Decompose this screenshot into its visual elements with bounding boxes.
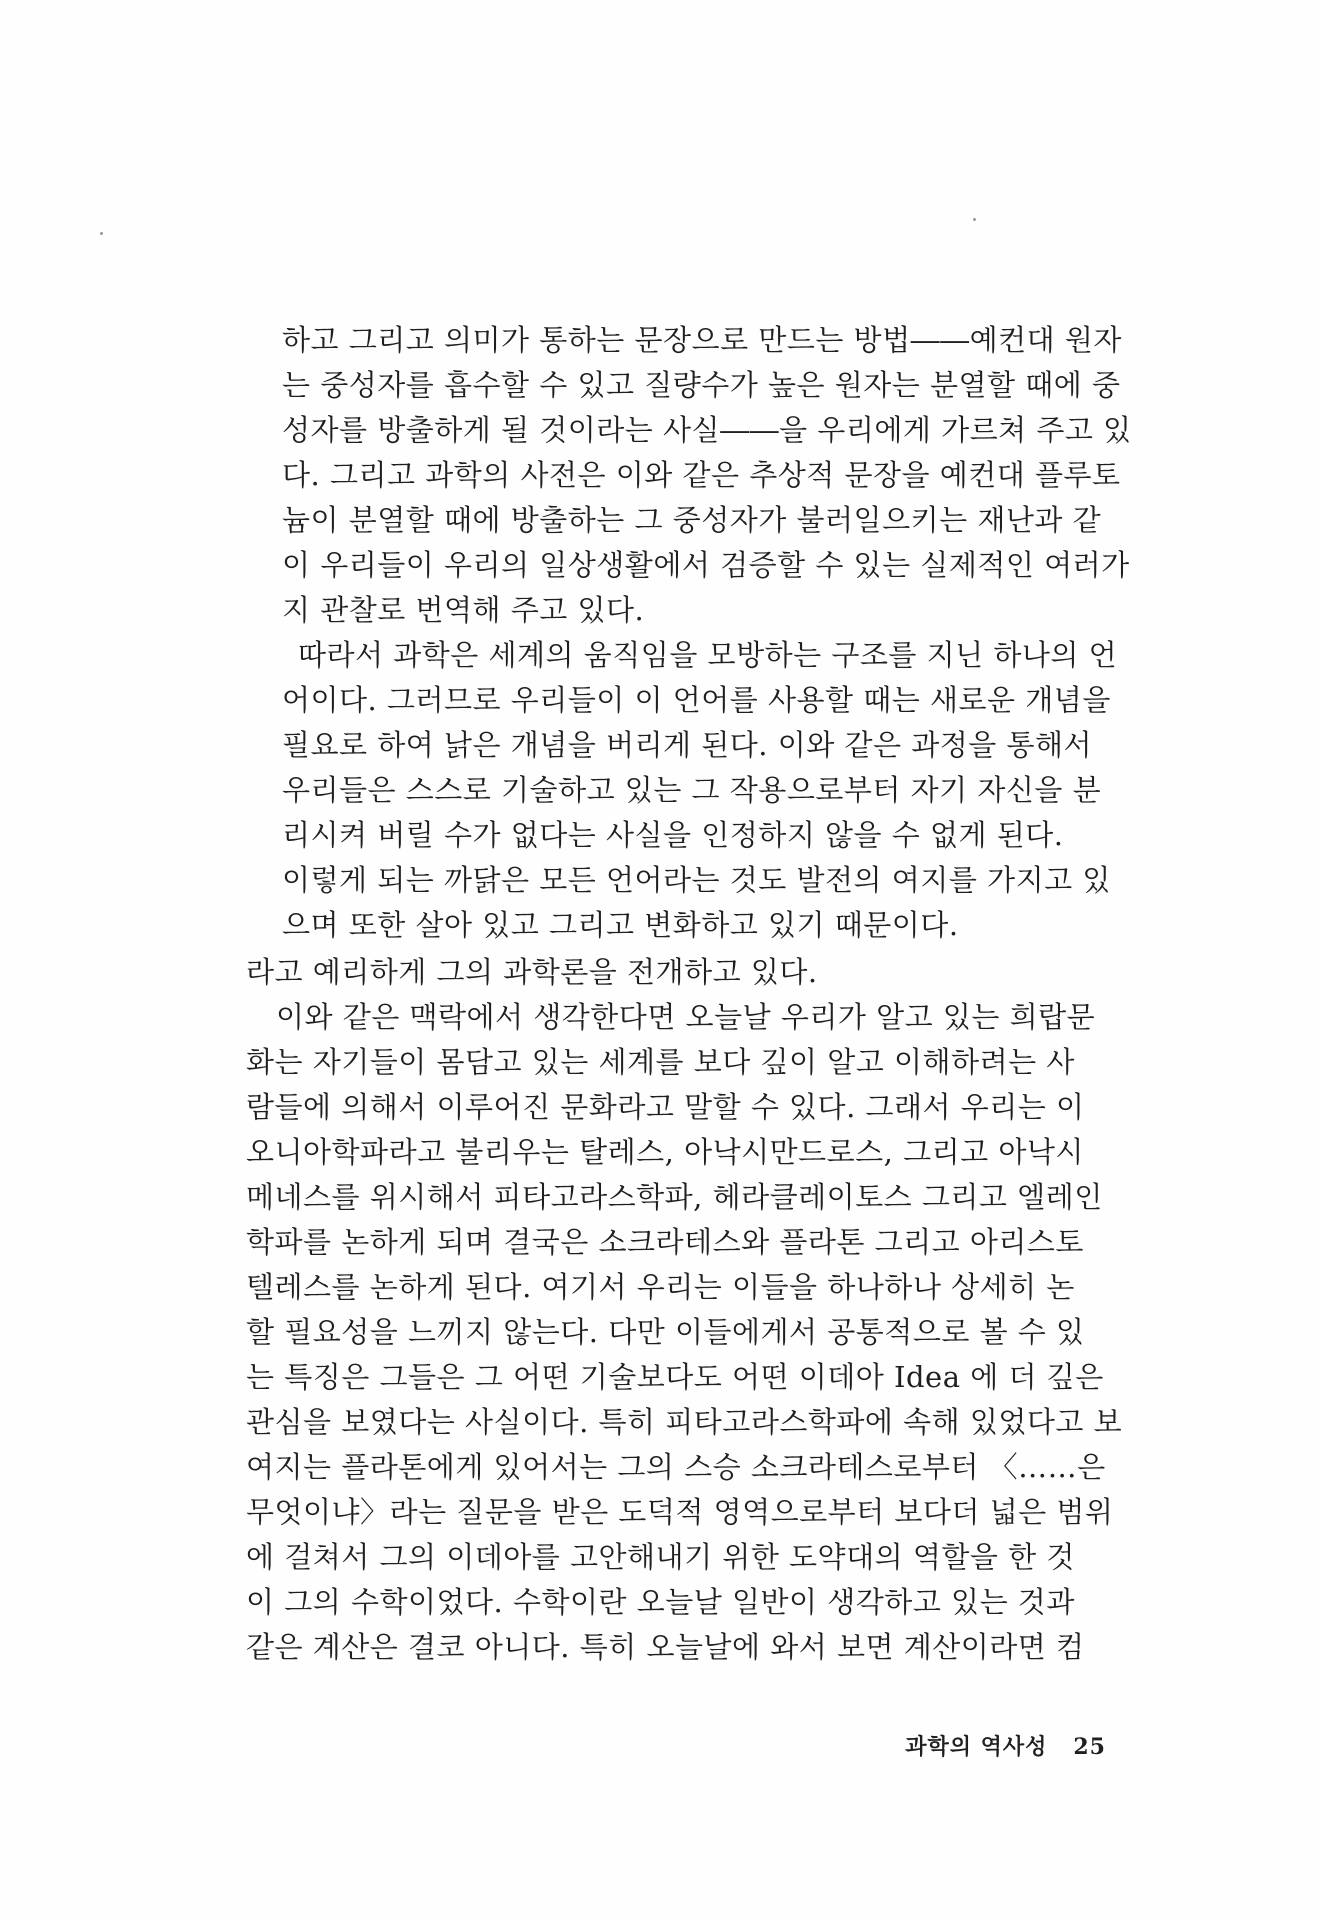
quote-line: 어이다. 그러므로 우리들이 이 언어를 사용할 때는 새로운 개념을 — [282, 683, 1111, 717]
block-quote — [282, 318, 1142, 948]
body-line: 람들에 의해서 이루어진 문화라고 말할 수 있다. 그래서 우리는 이 — [246, 1090, 1085, 1124]
quote-line: 따라서 과학은 세계의 움직임을 모방하는 구조를 지닌 하나의 언 — [298, 638, 1118, 672]
quote-line: 는 중성자를 흡수할 수 있고 질량수가 높은 원자는 분열할 때에 중 — [282, 368, 1121, 402]
body-line: 라고 예리하게 그의 과학론을 전개하고 있다. — [246, 955, 818, 989]
body-line: 이 그의 수학이었다. 수학이란 오늘날 일반이 생각하고 있는 것과 — [246, 1585, 1075, 1619]
body-line: 무엇이냐〉라는 질문을 받은 도덕적 영역으로부터 보다더 넓은 범위 — [246, 1495, 1114, 1529]
page-footer — [905, 1730, 1106, 1761]
quote-line: 다. 그리고 과학의 사전은 이와 같은 추상적 문장을 예컨대 플루토 — [282, 458, 1121, 492]
quote-line: 성자를 방출하게 될 것이라는 사실――을 우리에게 가르쳐 주고 있 — [282, 413, 1132, 447]
body-line: 관심을 보였다는 사실이다. 특히 피타고라스학파에 속해 있었다고 보 — [246, 1405, 1123, 1439]
body-line: 이와 같은 맥락에서 생각한다면 오늘날 우리가 알고 있는 희랍문 — [276, 1000, 1096, 1034]
page-number: 25 — [1073, 1734, 1106, 1760]
page-speck — [100, 232, 103, 235]
quote-line: 하고 그리고 의미가 통하는 문장으로 만드는 방법――예컨대 원자 — [282, 323, 1122, 357]
body-line: 텔레스를 논하게 된다. 여기서 우리는 이들을 하나하나 상세히 논 — [246, 1270, 1075, 1304]
quote-line: 우리들은 스스로 기술하고 있는 그 작용으로부터 자기 자신을 분 — [282, 773, 1102, 807]
body-line: 오니아학파라고 불리우는 탈레스, 아낙시만드로스, 그리고 아낙시 — [246, 1135, 1084, 1169]
body-paragraphs — [246, 950, 1146, 1670]
body-line: 에 걸쳐서 그의 이데아를 고안해내기 위한 도약대의 역할을 한 것 — [246, 1540, 1075, 1574]
page-speck — [973, 218, 976, 221]
body-line: 는 특징은 그들은 그 어떤 기술보다도 어떤 이데아 Idea 에 더 깊은 — [246, 1360, 1104, 1394]
body-line: 같은 계산은 결코 아니다. 특히 오늘날에 와서 보면 계산이라면 컴 — [246, 1630, 1085, 1664]
running-title: 과학의 역사성 — [905, 1734, 1048, 1760]
body-line: 할 필요성을 느끼지 않는다. 다만 이들에게서 공통적으로 볼 수 있 — [246, 1315, 1085, 1349]
quote-line: 지 관찰로 번역해 주고 있다. — [282, 593, 645, 627]
body-line: 여지는 플라톤에게 있어서는 그의 스승 소크라테스로부터 〈……은 — [246, 1450, 1106, 1484]
quote-line: 필요로 하여 낡은 개념을 버리게 된다. 이와 같은 과정을 통해서 — [282, 728, 1093, 762]
quote-line: 늄이 분열할 때에 방출하는 그 중성자가 불러일으키는 재난과 같 — [282, 503, 1102, 537]
quote-line: 이렇게 되는 까닭은 모든 언어라는 것도 발전의 여지를 가지고 있 — [282, 863, 1111, 897]
quote-line: 으며 또한 살아 있고 그리고 변화하고 있기 때문이다. — [282, 908, 959, 942]
body-line: 메네스를 위시해서 피타고라스학파, 헤라클레이토스 그리고 엘레인 — [246, 1180, 1103, 1214]
quote-line: 리시켜 버릴 수가 없다는 사실을 인정하지 않을 수 없게 된다. — [282, 818, 1064, 852]
body-line: 화는 자기들이 몸담고 있는 세계를 보다 깊이 알고 이해하려는 사 — [246, 1045, 1075, 1079]
quote-line: 이 우리들이 우리의 일상생활에서 검증할 수 있는 실제적인 여러가 — [282, 548, 1130, 582]
body-line: 학파를 논하게 되며 결국은 소크라테스와 플라톤 그리고 아리스토 — [246, 1225, 1084, 1259]
